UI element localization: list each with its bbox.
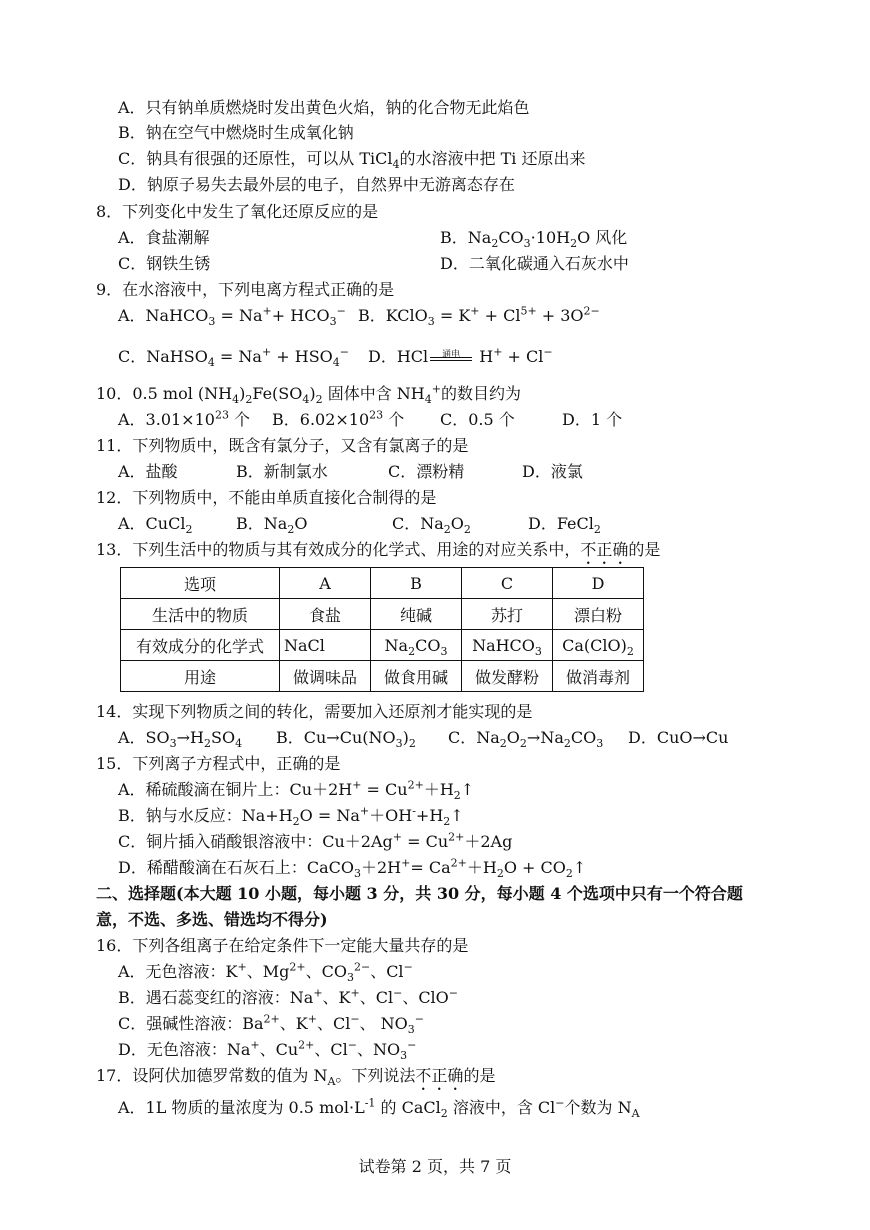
q10-option-c: C．0.5 个 [440, 410, 515, 429]
q7-option-a: A．只有钠单质燃烧时发出黄色火焰，钠的化合物无此焰色 [118, 98, 530, 117]
q13-table [120, 567, 644, 692]
table-cell: $Na_2CO_3$ [371, 630, 462, 661]
q14-option-a: A．$SO_3\to H_2SO_4$ [118, 728, 243, 751]
table-cell: 苏打 [462, 599, 553, 630]
q12-stem: 12．下列物质中，不能由单质直接化合制得的是 [96, 488, 437, 507]
q16-option-b: B．遇石蕊变红的溶液：Na+、K+、Cl−、ClO− [118, 986, 459, 1007]
table-cell: 选项 [121, 568, 280, 599]
q14-option-d: D．CuO→Cu [628, 728, 729, 747]
section-heading-cont: 意，不选、多选、错选均不得分) [96, 910, 328, 929]
q11-option-c: C．漂粉精 [388, 462, 465, 481]
section-heading: 二、选择题(本大题 10 小题，每小题 3 分，共 30 分，每小题 4 个选项中只有一个符合题 [96, 884, 743, 903]
q7-option-b: B．钠在空气中燃烧时生成氧化钠 [118, 123, 354, 142]
q14-stem: 14．实现下列物质之间的转化，需要加入还原剂才能实现的是 [96, 702, 533, 721]
table-cell: 食盐 [280, 599, 371, 630]
table-cell: D [553, 568, 644, 599]
q15-option-a: A．稀硫酸滴在铜片上：$Cu+2H^+ = Cu^{2+}+H_2↑$ [118, 778, 475, 803]
q15-option-d: D．稀醋酸滴在石灰石上：CaCO$_3$＋2H+= $Ca^{2+}+H_2O$ + $CO_2↑$ [118, 856, 587, 881]
table-cell: 纯碱 [371, 599, 462, 630]
electrolysis-arrow: 通电 [428, 348, 474, 368]
table-row [121, 661, 644, 692]
q8-option-a: A．食盐潮解 [118, 228, 210, 247]
q7-option-c: C．钠具有很强的还原性，可以从 TiCl$_4$的水溶液中把 Ti 还原出来 [118, 149, 586, 172]
table-cell: NaHCO$_3$ [462, 630, 553, 661]
table-cell: 做消毒剂 [553, 661, 644, 692]
q11-option-a: A．盐酸 [118, 462, 178, 481]
q16-option-a: A．无色溶液：K+、$Mg^{2+}$、$CO_3^{2-}$、Cl− [118, 960, 413, 985]
q13-stem: 13．下列生活中的物质与其有效成分的化学式、用途的对应关系中，不正确的是 [96, 540, 661, 559]
q8-option-c: C．钢铁生锈 [118, 254, 211, 273]
q14-option-c: C．$Na_2O_2\to Na_2CO_3$ [448, 728, 604, 751]
q15-stem: 15．下列离子方程式中，正确的是 [96, 754, 341, 773]
q9-option-c: C．NaHSO$_4$ = $Na^+ + HSO_4^-$ [118, 345, 349, 370]
q10-option-a: A．$3.01\times 10^{23}$ 个 [118, 408, 251, 429]
q16-option-c: C．强碱性溶液：$Ba^{2+}$、K+、Cl−、 $NO_3^-$ [118, 1012, 424, 1037]
q9-stem: 9．在水溶液中，下列电离方程式正确的是 [96, 280, 395, 299]
q16-option-d: D．无色溶液：Na+、$Cu^{2+}$、Cl−、$NO_3^-$ [118, 1038, 417, 1063]
table-cell: 生活中的物质 [121, 599, 280, 630]
q12-option-b: B．$Na_2O$ [236, 514, 308, 537]
table-row [121, 630, 644, 661]
q9-option-a: A．NaHCO$_3$ = $Na^++ HCO_3^-$ [118, 304, 346, 329]
table-cell: 漂白粉 [553, 599, 644, 630]
q10-option-d: D．1 个 [562, 410, 623, 429]
table-row [121, 568, 644, 599]
q9-option-b: B．KClO$_3$ = $K^+ + Cl^{5+} + 3O^{2-}$ [358, 304, 600, 329]
q17-option-a: A．1L 物质的量浓度为 0.5 $mol\cdot L^{-1}$ 的 CaCl$_2$ 溶液中，含 Cl−个数为 $N_A$ [118, 1096, 640, 1121]
q7-option-d: D．钠原子易失去最外层的电子，自然界中无游离态存在 [118, 175, 515, 194]
q11-option-b: B．新制氯水 [236, 462, 328, 481]
q15-option-b: B．钠与水反应：$Na+H_2O$ = $Na^++OH^-+H_2↑$ [118, 804, 464, 829]
q12-option-c: C．$Na_2O_2$ [392, 514, 471, 537]
q8-option-d: D．二氧化碳通入石灰水中 [440, 254, 629, 273]
table-cell: 有效成分的化学式 [121, 630, 280, 661]
q11-option-d: D．液氯 [522, 462, 583, 481]
table-cell: B [371, 568, 462, 599]
q14-option-b: B．$Cu\to Cu(NO_3)_2$ [276, 728, 416, 751]
table-cell: 用途 [121, 661, 280, 692]
q16-stem: 16．下列各组离子在给定条件下一定能大量共存的是 [96, 936, 469, 955]
table-cell: A [280, 568, 371, 599]
q10-option-b: B．$6.02\times 10^{23}$ 个 [272, 408, 405, 429]
table-cell: NaCl [280, 630, 371, 661]
table-cell: 做调味品 [280, 661, 371, 692]
q8-stem: 8．下列变化中发生了氧化还原反应的是 [96, 202, 379, 221]
table-cell: $Ca(ClO)_2$ [553, 630, 644, 661]
q10-stem: 10．0.5 mol $(NH_4)_2Fe(SO_4)_2$ 固体中含 $NH_4^+$的数目约为 [96, 382, 521, 407]
table-cell: 做发酵粉 [462, 661, 553, 692]
table-cell: 做食用碱 [371, 661, 462, 692]
table-cell: C [462, 568, 553, 599]
q12-option-a: A．CuCl$_2$ [118, 514, 193, 537]
table-row [121, 599, 644, 630]
q12-option-d: D．FeCl$_2$ [528, 514, 601, 537]
q11-stem: 11．下列物质中，既含有氯分子，又含有氯离子的是 [96, 436, 469, 455]
q9-option-d: D．HCl 通电 H+ + Cl− [368, 345, 553, 366]
q8-option-b: B．$Na_2CO_3\cdot 10H_2O$ 风化 [440, 228, 628, 251]
page-footer: 试卷第 2 页，共 7 页 [358, 1157, 512, 1176]
q17-stem: 17．设阿伏加德罗常数的值为 $N_A$。下列说法不正确的是 [96, 1066, 496, 1089]
q15-option-c: C．铜片插入硝酸银溶液中：$Cu+2Ag^+ = Cu^{2+}+2Ag$ [118, 830, 513, 851]
